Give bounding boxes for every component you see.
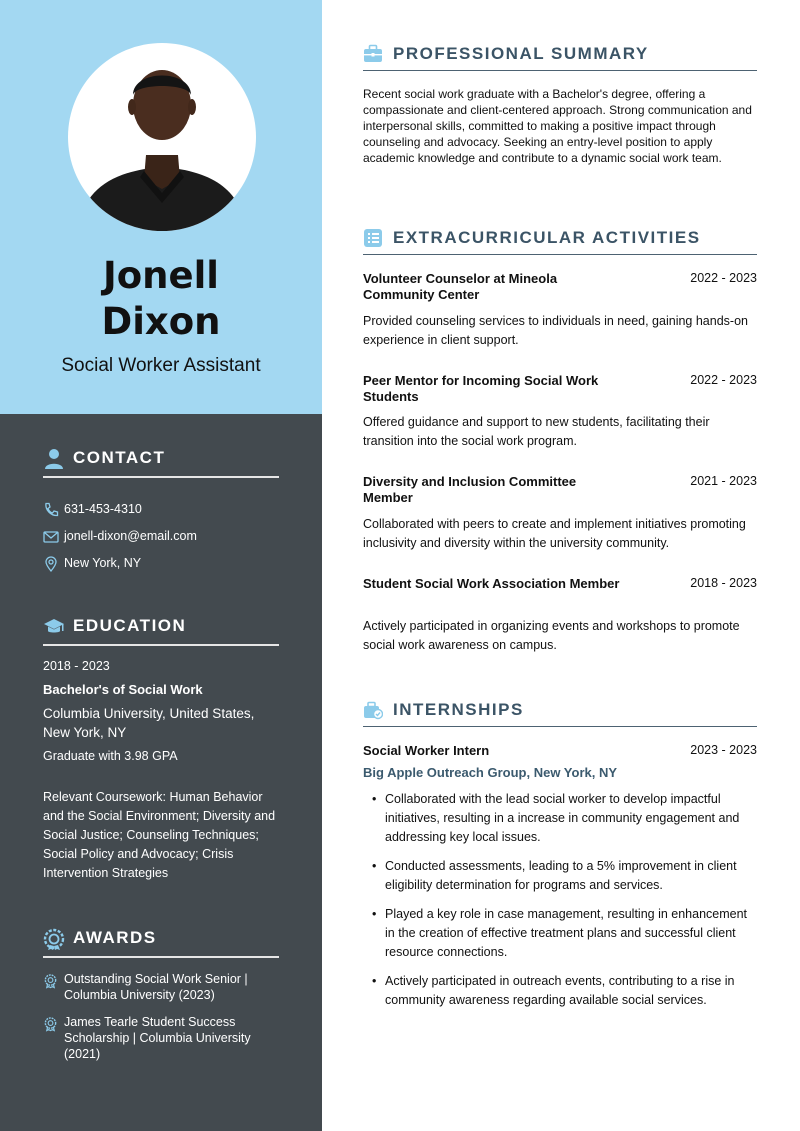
first-name: Jonell [103,254,219,297]
list-item: • Collaborated with the lead social worker to develop impactful initiatives, resulting in a increase in community engagement and addressing key local issues. [363,790,757,847]
last-name: Dixon [101,300,221,343]
activity-description: Collaborated with peers to create and implement initiatives promoting inclusivity and diversity within the university community. [363,517,746,550]
activity-description: Provided counseling services to individuals in need, gaining hands-on experience in client support. [363,314,748,347]
activity-title: Volunteer Counselor at Mineola Community Center [363,271,558,302]
job-title: Social Worker Assistant [61,355,261,376]
activities-heading-label: EXTRACURRICULAR ACTIVITIES [393,228,701,247]
activity-title: Student Social Work Association Member [363,576,620,591]
user-icon [43,448,65,470]
email-text: jonell-dixon@email.com [64,529,197,543]
phone-icon [43,502,59,518]
contact-heading-label: CONTACT [73,448,166,467]
sidebar [0,0,322,1131]
internships-heading [363,698,757,727]
list-item: • Played a key role in case management, resulting in enhancement in the creation of effective treatment plans and successful client resource connections. [363,905,757,962]
internships-heading-label: INTERNSHIPS [393,700,524,719]
location-text: New York, NY [64,556,142,570]
activity-dates: 2022 - 2023 [690,373,757,387]
activity-dates: 2021 - 2023 [690,474,757,488]
activity-title: Peer Mentor for Incoming Social Work Students [363,373,599,404]
education-years: 2018 - 2023 [43,659,110,673]
location-icon [43,556,59,572]
education-school: Columbia University, United States, New York, NY [43,706,255,740]
list-item: • Conducted assessments, leading to a 5% improvement in client eligibility determination for programs and services. [363,857,757,895]
award-text: Outstanding Social Work Senior | Columbia University (2023) [64,972,248,1002]
activity-title: Diversity and Inclusion Committee Member [363,474,577,505]
internship-dates: 2023 - 2023 [690,743,757,757]
education-gpa: Graduate with 3.98 GPA [43,749,178,763]
contact-heading [43,446,279,478]
internship-role: Social Worker Intern [363,743,490,758]
award-icon [43,1016,58,1032]
list-icon [363,228,383,248]
activity-description: Offered guidance and support to new students, facilitating their transition into the social work program. [363,415,710,448]
awards-heading-label: AWARDS [73,928,157,947]
email-icon [43,529,59,545]
list-item: • Actively participated in outreach events, contributing to a rise in community awareness regarding available social services. [363,972,757,1010]
summary-heading [363,42,757,71]
graduation-cap-icon [43,616,65,638]
award-icon [43,973,58,989]
activities-heading [363,226,757,255]
phone-text: 631-453-4310 [64,502,142,516]
activity-description: Actively participated in organizing events and workshops to promote social work awareness on campus. [363,619,740,652]
award-icon [43,928,65,950]
internship-bullets [363,790,757,1020]
education-coursework: Relevant Coursework: Human Behavior and the Social Environment; Diversity and Social Justice; Counseling Techniques; Social Policy and Advocacy; Crisis Intervention Strategies [43,790,276,880]
internship-icon [363,700,383,720]
award-text: James Tearle Student Success Scholarship | Columbia University (2021) [64,1015,251,1061]
activity-dates: 2022 - 2023 [690,271,757,285]
profile-photo [68,43,256,231]
education-heading-label: EDUCATION [73,616,187,635]
education-degree: Bachelor's of Social Work [43,682,203,697]
internship-organization: Big Apple Outreach Group, New York, NY [363,765,618,780]
education-heading [43,614,279,646]
sidebar-header [0,0,322,414]
summary-heading-label: PROFESSIONAL SUMMARY [393,44,649,63]
awards-heading [43,926,279,958]
summary-text: Recent social work graduate with a Bachelor's degree, offering a compassionate and client-centered approach. Strong communication and interpersonal skills, committed to making a positive impact through counseling and advocacy. Seeking an entry-level position to apply academic knowledge and contribute to a dynamic social work team. [363,87,752,165]
activity-dates: 2018 - 2023 [690,576,757,590]
briefcase-icon [363,44,383,64]
